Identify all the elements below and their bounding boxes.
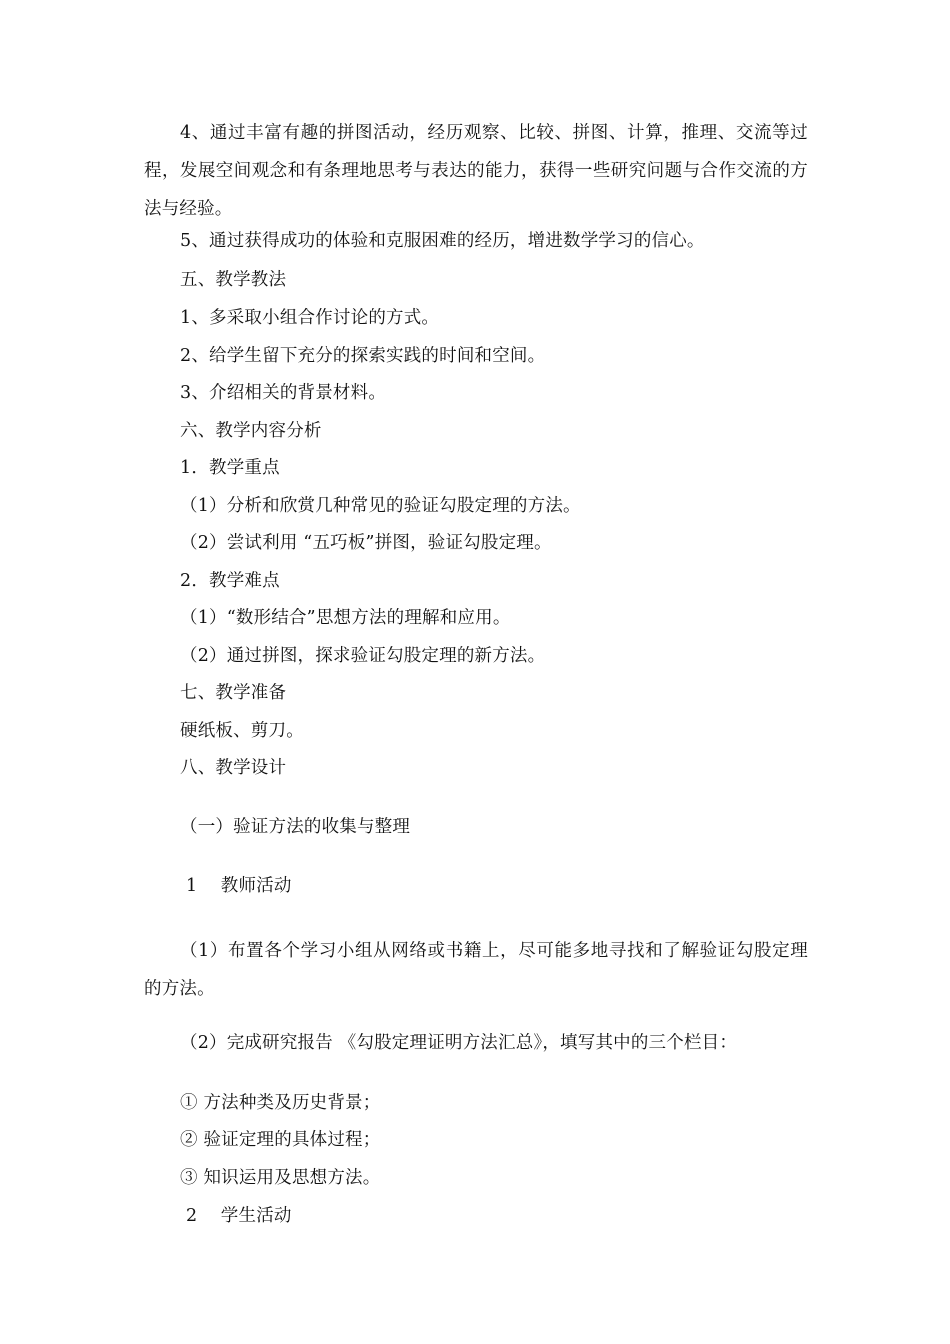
preparation-materials: 硬纸板、剪刀。 [180, 721, 304, 741]
list-item-method-3: 3、介绍相关的背景材料。 [180, 383, 387, 403]
design-part-1-heading: （一）验证方法的收集与整理 [180, 817, 411, 837]
difficulty-1: （1）“数形结合”思想方法的理解和应用。 [180, 608, 511, 628]
section-heading-content-analysis: 六、教学内容分析 [180, 421, 322, 441]
list-item-method-2: 2、给学生留下充分的探索实践的时间和空间。 [180, 346, 546, 366]
teacher-activity-heading: 1 教师活动 [186, 876, 292, 896]
teacher-activity-1: （1）布置各个学习小组从网络或书籍上，尽可能多地寻找和了解验证勾股定理的方法。 [144, 941, 808, 999]
section-heading-preparation: 七、教学准备 [180, 683, 287, 703]
report-column-2: ② 验证定理的具体过程； [180, 1130, 381, 1150]
student-activity-heading: 2 学生活动 [186, 1206, 292, 1226]
list-item-method-1: 1、多采取小组合作讨论的方式。 [180, 308, 440, 328]
report-column-1: ① 方法种类及历史背景； [180, 1093, 381, 1113]
key-point-2: （2）尝试利用 “五巧板”拼图，验证勾股定理。 [180, 533, 552, 553]
report-column-3: ③ 知识运用及思想方法。 [180, 1168, 381, 1188]
section-heading-methods: 五、教学教法 [180, 270, 287, 290]
paragraph-objective-4: 4、通过丰富有趣的拼图活动，经历观察、比较、拼图、计算，推理、交流等过程，发展空间观念和有条理地思考与表达的能力，获得一些研究问题与合作交流的方法与经验。 [144, 123, 808, 219]
section-heading-design: 八、教学设计 [180, 758, 287, 778]
subheading-difficulties: 2．教学难点 [180, 571, 280, 591]
key-point-1: （1）分析和欣赏几种常见的验证勾股定理的方法。 [180, 496, 581, 516]
teacher-activity-2: （2）完成研究报告 《勾股定理证明方法汇总》，填写其中的三个栏目： [180, 1033, 738, 1053]
difficulty-2: （2）通过拼图，探求验证勾股定理的新方法。 [180, 646, 546, 666]
subheading-key-points: 1．教学重点 [180, 458, 280, 478]
paragraph-objective-5: 5、通过获得成功的体验和克服困难的经历，增进数学学习的信心。 [180, 231, 705, 251]
